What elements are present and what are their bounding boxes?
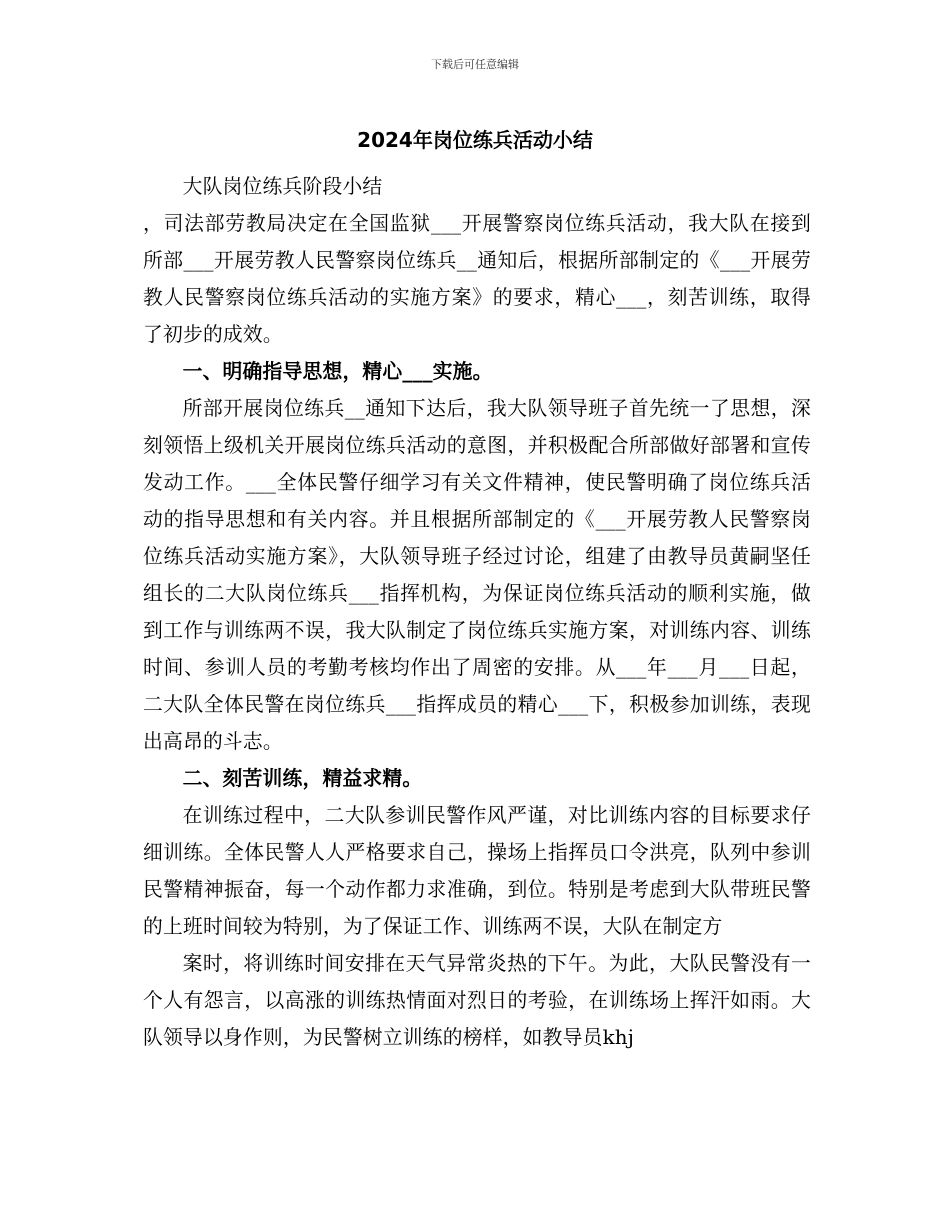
header-note: 下载后可任意编辑 — [431, 58, 519, 71]
paragraph-intro: ，司法部劳教局决定在全国监狱___开展警察岗位练兵活动，我大队在接到所部___开展劳教人民警察岗位练兵__通知后，根据所部制定的《___开展劳教人民警察岗位练兵活动的实施方案》的要求，精心___，刻苦训练，取得了初步的成效。 — [143, 212, 811, 346]
paragraph-section-2b: 案时，将训练时间安排在天气异常炎热的下午。为此，大队民警没有一个人有怨言，以高涨的训练热情面对烈日的考验，在训练场上挥汗如雨。大队领导以身作则，为民警树立训练的榜样，如教导员khj — [143, 952, 811, 1049]
section-heading-2: 二、刻苦训练，精益求精。 — [182, 767, 423, 790]
paragraph-section-2a: 在训练过程中，二大队参训民警作风严谨，对比训练内容的目标要求仔细训练。全体民警人人严格要求自己，操场上指挥员口令洪亮，队列中参训民警精神振奋，每一个动作都力求准确，到位。特别是考虑到大队带班民警的上班时间较为特别，为了保证工作、训练两不误，大队在制定方 — [143, 804, 811, 938]
section-heading-1: 一、明确指导思想，精心___实施。 — [182, 360, 493, 383]
paragraph-section-1: 所部开展岗位练兵__通知下达后，我大队领导班子首先统一了思想，深刻领悟上级机关开展岗位练兵活动的意图，并积极配合所部做好部署和宣传发动工作。___全体民警仔细学习有关文件精神，使民警明确了岗位练兵活动的指导思想和有关内容。并且根据所部制定的《___开展劳教人民警察岗位练兵活动实施方案》，大队领导班子经过讨论，组建了由教导员黄嗣坚任组长的二大队岗位练兵___指挥机构，为保证岗位练兵活动的顺利实施，做到工作与训练两不误，我大队制定了岗位练兵实施方案，对训练内容、训练时间、参训人员的考勤考核均作出了周密的安排。从___年___月___日起，二大队全体民警在岗位练兵___指挥成员的精心___下，积极参加训练，表现出高昂的斗志。 — [143, 397, 811, 753]
paragraph-subtitle: 大队岗位练兵阶段小结 — [182, 175, 383, 198]
document-body — [143, 168, 811, 1056]
document-title: 2024年岗位练兵活动小结 — [357, 128, 593, 152]
